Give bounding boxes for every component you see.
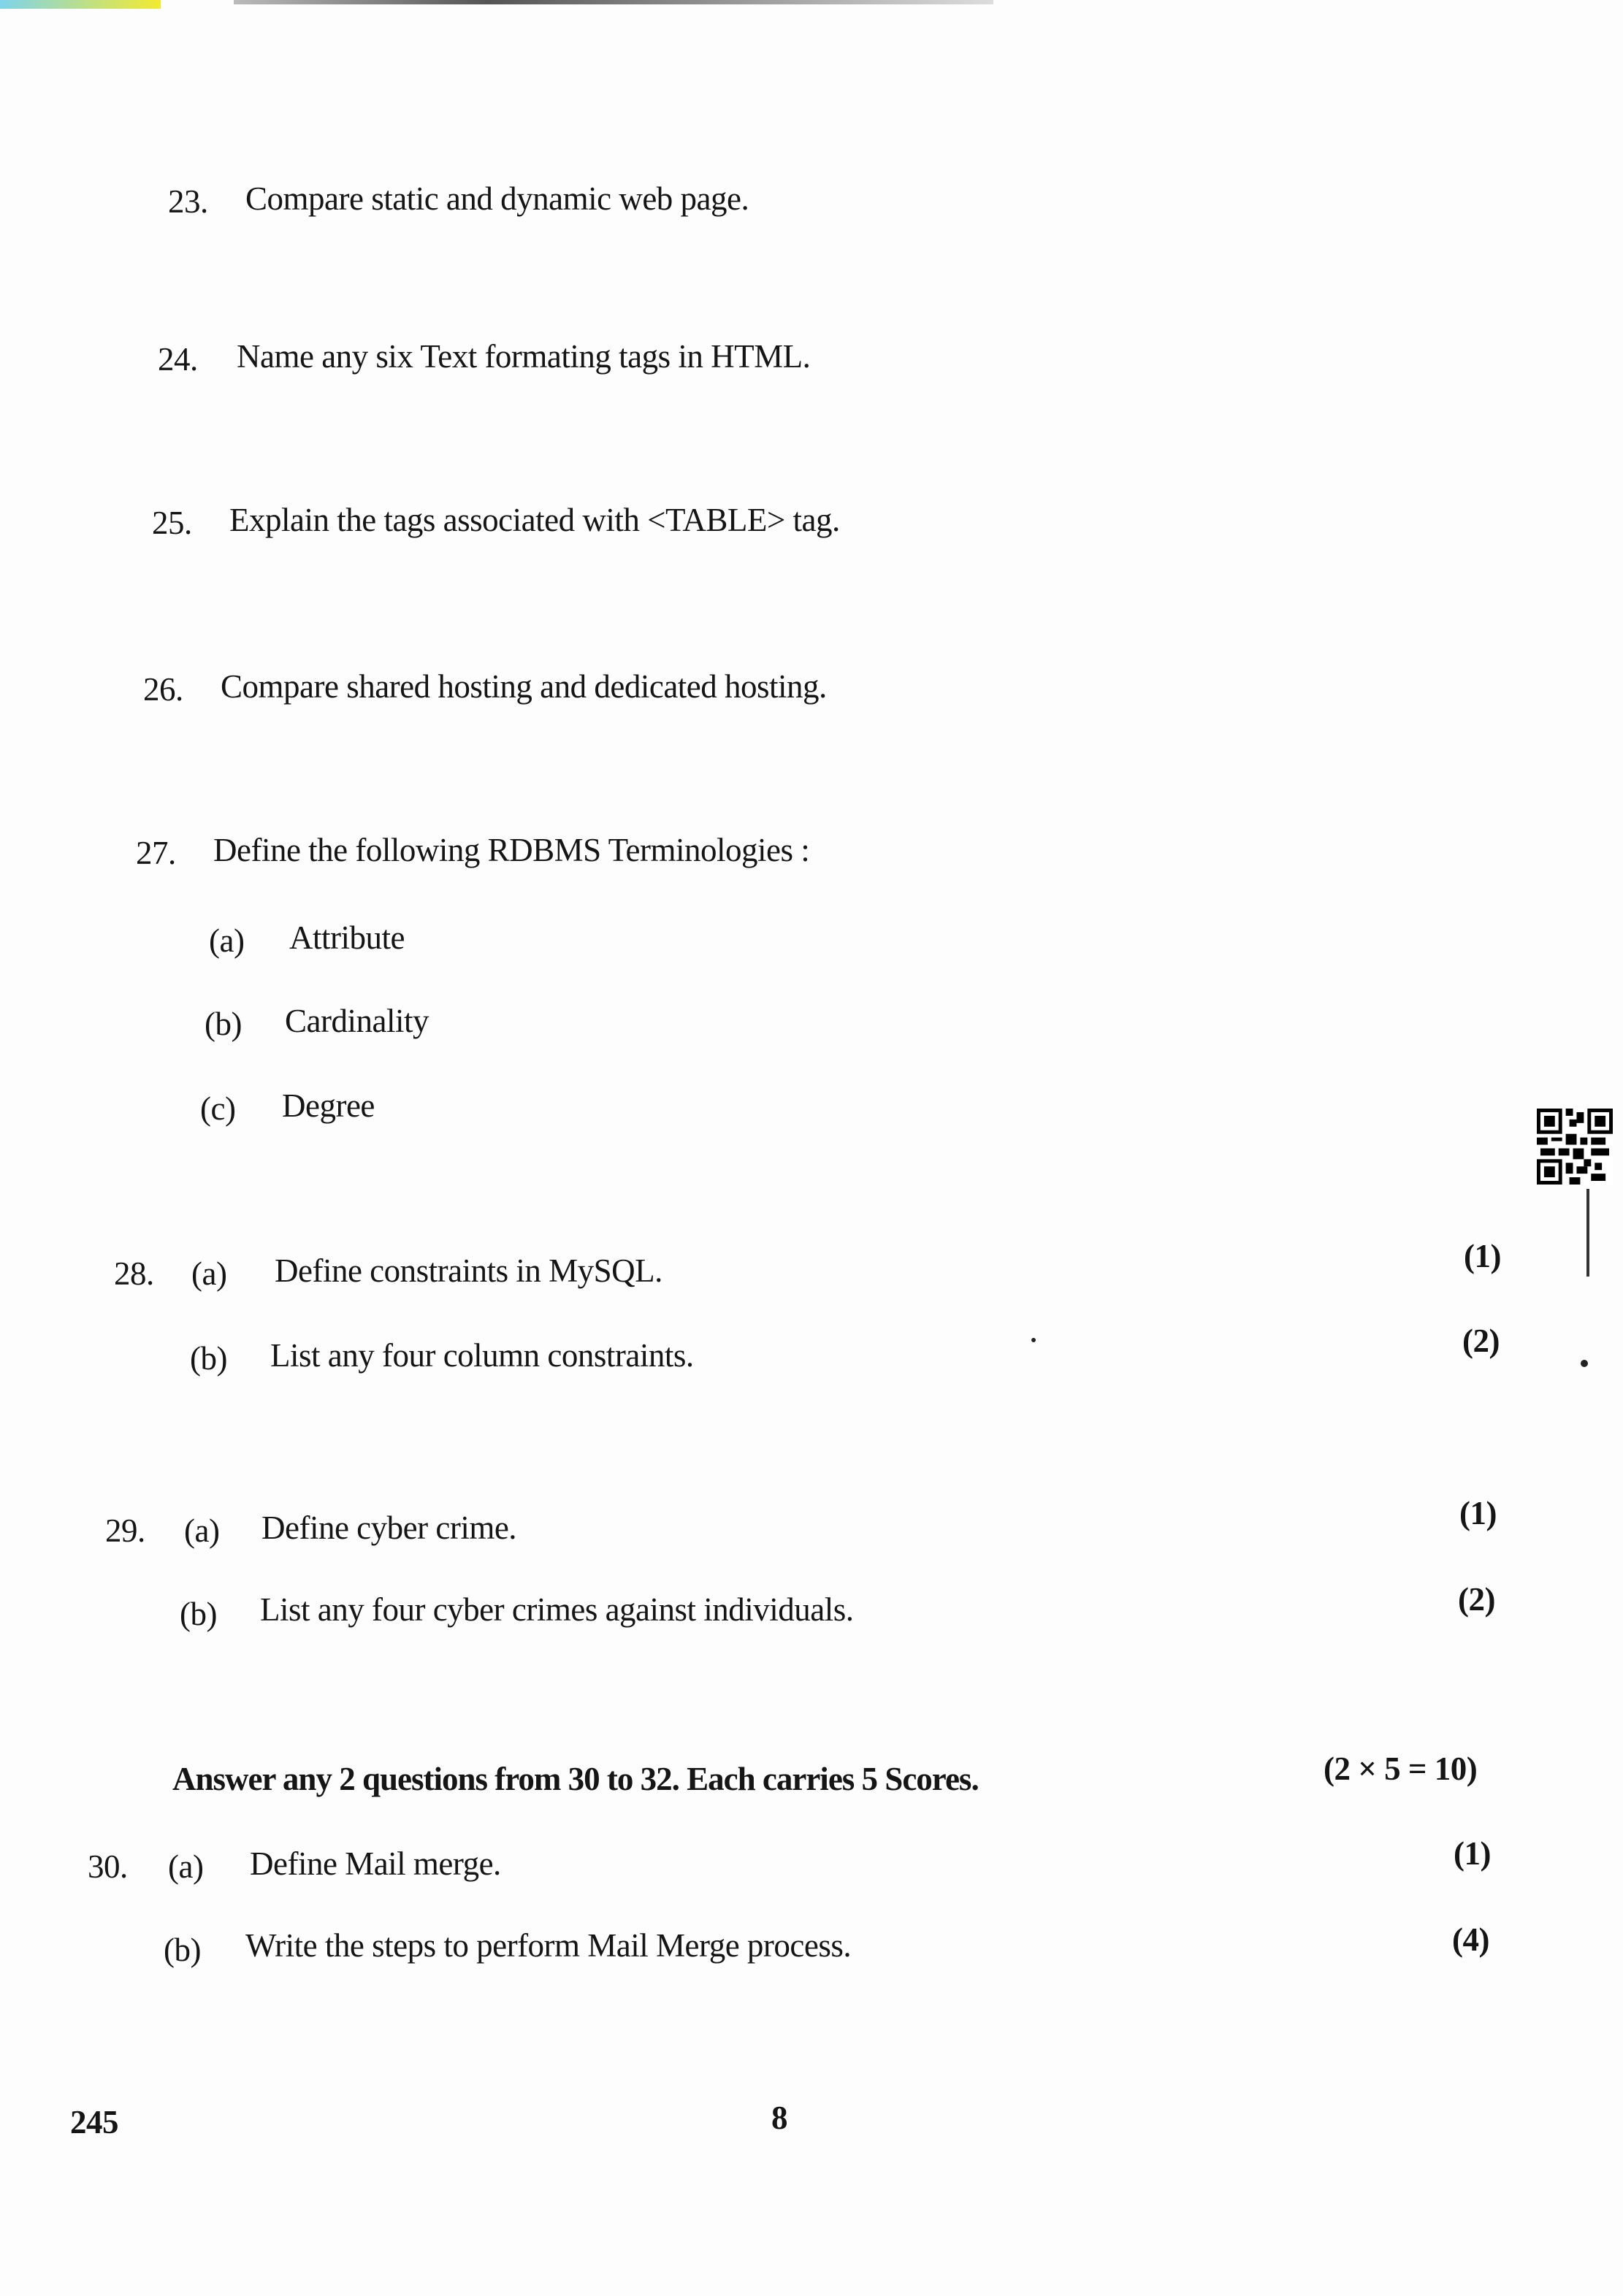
score: (1) <box>1464 1238 1501 1274</box>
question-number: 24. <box>158 341 198 378</box>
part-text: Define Mail merge. <box>250 1845 501 1882</box>
part-text: List any four column constraints. <box>270 1337 694 1374</box>
question-text: Compare static and dynamic web page. <box>245 180 749 217</box>
part-label: (b) <box>205 1006 242 1042</box>
question-number: 30. <box>88 1848 128 1885</box>
score: (1) <box>1454 1835 1491 1872</box>
part-text: Define constraints in MySQL. <box>275 1252 662 1289</box>
question-number: 25. <box>152 505 192 541</box>
question-text: Name any six Text formating tags in HTML. <box>237 338 811 375</box>
part-label: (a) <box>168 1848 204 1885</box>
question-text: Define the following RDBMS Terminologies : <box>213 832 810 868</box>
section-score: (2 × 5 = 10) <box>1324 1750 1478 1787</box>
question-text: Compare shared hosting and dedicated hosting. <box>221 668 827 705</box>
question-number: 27. <box>136 835 176 871</box>
part-text: Degree <box>282 1087 375 1124</box>
scan-edge-top <box>234 0 993 4</box>
scan-dot <box>1031 1338 1036 1342</box>
part-label: (a) <box>209 922 245 959</box>
question-number: 26. <box>143 671 183 708</box>
part-text: Cardinality <box>285 1003 429 1039</box>
part-text: Define cyber crime. <box>261 1509 517 1546</box>
part-text: Attribute <box>289 919 405 956</box>
section-instruction: Answer any 2 questions from 30 to 32. Each carries 5 Scores. <box>172 1761 979 1797</box>
part-label: (c) <box>200 1090 236 1127</box>
score: (2) <box>1462 1323 1500 1359</box>
part-label: (b) <box>180 1596 217 1632</box>
question-number: 28. <box>114 1255 154 1292</box>
part-text: Write the steps to perform Mail Merge process. <box>245 1927 852 1964</box>
paper-code: 245 <box>70 2104 118 2140</box>
score: (1) <box>1459 1495 1497 1531</box>
part-label: (b) <box>190 1340 227 1377</box>
scan-dot <box>1581 1360 1588 1367</box>
page-number: 8 <box>771 2100 787 2136</box>
part-label: (a) <box>191 1255 227 1292</box>
part-label: (a) <box>184 1512 220 1549</box>
question-number: 23. <box>168 183 208 220</box>
score: (4) <box>1452 1921 1489 1958</box>
scan-edge <box>0 0 161 9</box>
part-label: (b) <box>164 1932 201 1968</box>
scan-mark <box>1586 1189 1589 1277</box>
question-text: Explain the tags associated with <TABLE> tag. <box>229 502 840 538</box>
part-text: List any four cyber crimes against individuals. <box>260 1591 854 1628</box>
score: (2) <box>1458 1581 1495 1618</box>
qr-code-icon <box>1537 1109 1613 1185</box>
question-number: 29. <box>105 1512 145 1549</box>
